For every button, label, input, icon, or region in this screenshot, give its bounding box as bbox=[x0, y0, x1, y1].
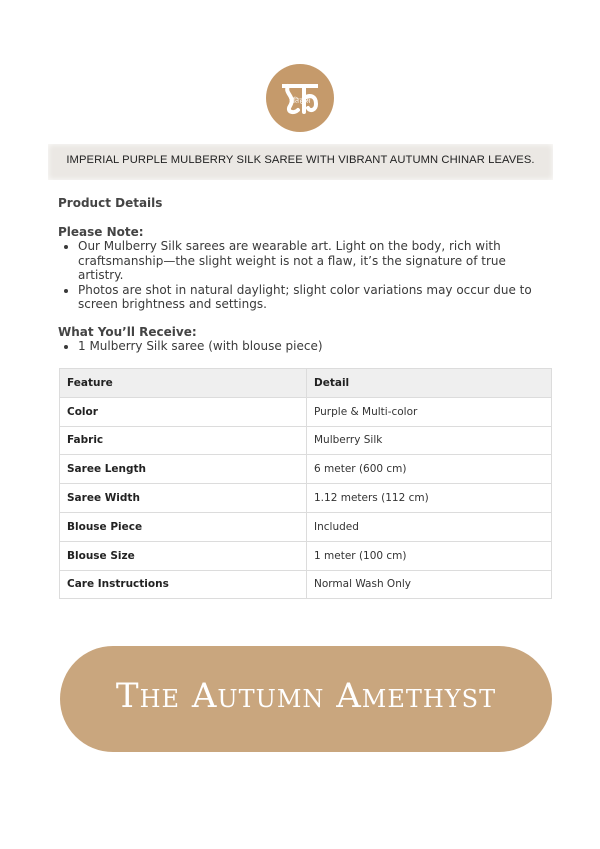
receive-heading: What You’ll Receive: bbox=[58, 325, 197, 339]
product-title: IMPERIAL PURPLE MULBERRY SILK SAREE WITH VIBRANT AUTUMN CHINAR LEAVES. bbox=[66, 154, 535, 166]
please-note-heading: Please Note: bbox=[58, 225, 144, 239]
list-item: • Our Mulberry Silk sarees are wearable art. Light on the body, rich with craftsmanship—the slight weight is not a flaw, it’s the signature of true artistry. bbox=[78, 239, 548, 283]
detail-cell: 6 meter (600 cm) bbox=[307, 455, 552, 484]
detail-cell: Purple & Multi-color bbox=[307, 397, 552, 426]
table-row bbox=[60, 455, 552, 484]
column-header-feature: Feature bbox=[60, 369, 307, 398]
table-row bbox=[60, 484, 552, 513]
specs-table bbox=[59, 368, 552, 599]
list-item: • Photos are shot in natural daylight; slight color variations may occur due to screen brightness and settings. bbox=[78, 283, 548, 312]
please-note-list bbox=[58, 239, 548, 312]
receive-list bbox=[58, 339, 548, 354]
column-header-detail: Detail bbox=[307, 369, 552, 398]
feature-cell: Saree Length bbox=[60, 455, 307, 484]
detail-cell: Included bbox=[307, 512, 552, 541]
feature-cell: Fabric bbox=[60, 426, 307, 455]
table-row bbox=[60, 570, 552, 599]
table-row bbox=[60, 541, 552, 570]
feature-cell: Blouse Size bbox=[60, 541, 307, 570]
collection-name: The Autumn Amethyst bbox=[115, 676, 497, 716]
product-details-heading: Product Details bbox=[58, 196, 163, 210]
collection-banner bbox=[60, 646, 552, 752]
detail-cell: 1 meter (100 cm) bbox=[307, 541, 552, 570]
table-header-row bbox=[60, 369, 552, 398]
brand-logo bbox=[266, 64, 334, 132]
table-row bbox=[60, 512, 552, 541]
brand-logo-text: इतिहास bbox=[289, 97, 311, 105]
detail-cell: 1.12 meters (112 cm) bbox=[307, 484, 552, 513]
title-banner bbox=[48, 144, 553, 180]
feature-cell: Blouse Piece bbox=[60, 512, 307, 541]
feature-cell: Color bbox=[60, 397, 307, 426]
feature-cell: Saree Width bbox=[60, 484, 307, 513]
detail-cell: Mulberry Silk bbox=[307, 426, 552, 455]
feature-cell: Care Instructions bbox=[60, 570, 307, 599]
table-row bbox=[60, 397, 552, 426]
detail-cell: Normal Wash Only bbox=[307, 570, 552, 599]
list-item: • 1 Mulberry Silk saree (with blouse piece) bbox=[78, 339, 548, 354]
table-row bbox=[60, 426, 552, 455]
